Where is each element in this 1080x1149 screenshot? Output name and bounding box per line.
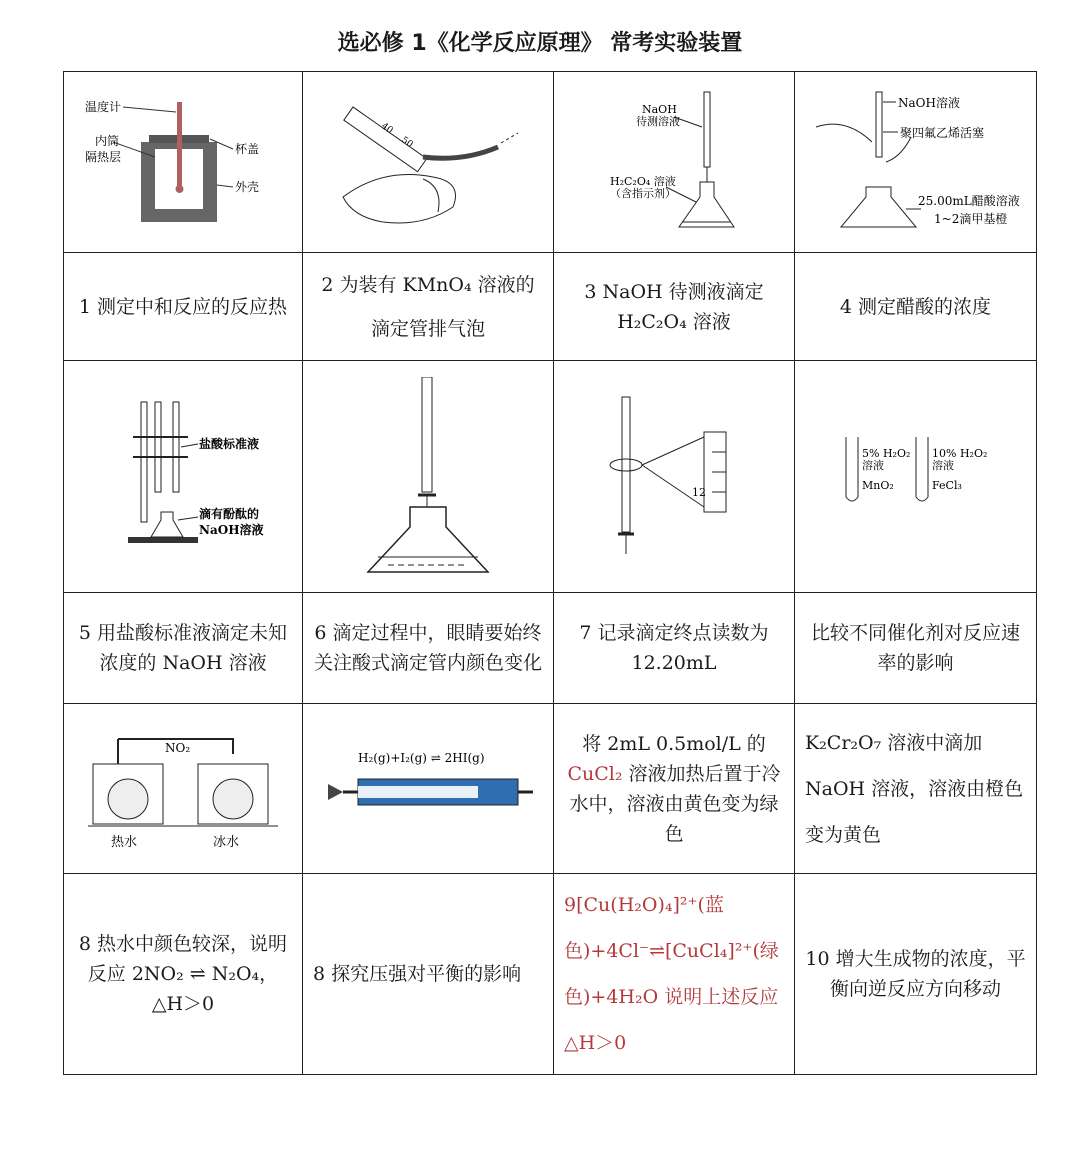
caption-10: K₂Cr₂O₇ 溶液中滴加 NaOH 溶液，溶液由橙色变为黄色: [795, 704, 1037, 874]
table-row: [64, 72, 1037, 253]
svg-text:隔热层: 隔热层: [85, 150, 122, 164]
table-row: [64, 253, 1037, 361]
figure-no2-beakers: [64, 704, 303, 874]
caption-14: 10 增大生成物的浓度，平衡向逆反应方向移动: [795, 874, 1037, 1075]
svg-text:H₂(g)+I₂(g) ⇌ 2HI(g): H₂(g)+I₂(g) ⇌ 2HI(g): [358, 750, 485, 765]
svg-text:盐酸标准液: 盐酸标准液: [199, 436, 260, 451]
svg-text:NaOH: NaOH: [642, 103, 677, 116]
svg-text:冰水: 冰水: [213, 834, 240, 850]
page-title: 选必修 1《化学反应原理》 常考实验装置: [337, 31, 743, 56]
two-test-tubes-diagram: [826, 427, 1006, 527]
figure-calorimeter: [64, 72, 303, 253]
svg-text:内筒: 内筒: [95, 134, 120, 148]
acetic-titration-diagram: [806, 87, 1026, 237]
caption-3: 3 NaOH 待测液滴定 H₂C₂O₄ 溶液: [554, 253, 795, 361]
caption-6: 6 滴定过程中，眼睛要始终关注酸式滴定管内颜色变化: [303, 593, 554, 704]
svg-text:FeCl₃: FeCl₃: [931, 478, 962, 492]
caption-8: 比较不同催化剂对反应速率的影响: [795, 593, 1037, 704]
table-row: [64, 593, 1037, 704]
svg-text:溶液: 溶液: [931, 458, 954, 472]
table-row: [64, 361, 1037, 593]
svg-text:NO₂: NO₂: [165, 740, 191, 755]
svg-text:10% H₂O₂: 10% H₂O₂: [931, 446, 987, 460]
svg-text:温度计: 温度计: [85, 100, 122, 114]
titration-flask-diagram: [574, 87, 774, 237]
svg-text:25.00mL醋酸溶液: 25.00mL醋酸溶液: [917, 194, 1020, 208]
burette-hand-diagram: [323, 87, 533, 237]
svg-text:热水: 热水: [111, 834, 138, 850]
svg-text:待测溶液: 待测溶液: [636, 115, 680, 128]
svg-text:1~2滴甲基橙: 1~2滴甲基橙: [933, 212, 1007, 226]
svg-text:滴有酚酞的: 滴有酚酞的: [199, 506, 260, 521]
two-burette-stand-diagram: [73, 392, 293, 562]
caption-2: 2 为装有 KMnO₄ 溶液的滴定管排气泡: [303, 253, 554, 361]
figure-burette-reading: [554, 361, 795, 593]
svg-text:溶液: 溶液: [861, 458, 884, 472]
caption-11: 8 热水中颜色较深，说明反应 2NO₂ ⇌ N₂O₄，△H＞0: [64, 874, 303, 1075]
burette-over-flask-diagram: [348, 377, 508, 577]
caption-7: 7 记录滴定终点读数为 12.20mL: [554, 593, 795, 704]
figure-catalyst-tubes: [795, 361, 1037, 593]
figure-syringe: [303, 704, 554, 874]
caption-5: 5 用盐酸标准液滴定未知浓度的 NaOH 溶液: [64, 593, 303, 704]
calorimeter-diagram: [83, 87, 283, 237]
table-row: [64, 704, 1037, 874]
experiment-table: [63, 71, 1037, 1075]
figure-hcl-titration: [64, 361, 303, 593]
table-row: [64, 874, 1037, 1075]
caption-13: 9[Cu(H₂O)₄]²⁺(蓝色)+4Cl⁻⇌[CuCl₄]²⁺(绿色)+4H₂O 说明上述反应△H＞0: [554, 874, 795, 1075]
caption-12: 8 探究压强对平衡的影响: [303, 874, 554, 1075]
svg-text:5% H₂O₂: 5% H₂O₂: [861, 446, 910, 460]
figure-acetic-acid: [795, 72, 1037, 253]
figure-burette-flask: [303, 361, 554, 593]
svg-text:NaOH溶液: NaOH溶液: [199, 522, 264, 537]
burette-reading-diagram: [584, 392, 764, 562]
no2-flasks-diagram: [83, 724, 283, 854]
svg-text:50: 50: [399, 135, 415, 151]
svg-text:40: 40: [379, 121, 395, 137]
caption-9: 将 2mL 0.5mol/L 的 CuCl₂ 溶液加热后置于冷水中，溶液由黄色变为绿色: [554, 704, 795, 874]
svg-text:H₂C₂O₄ 溶液: H₂C₂O₄ 溶液: [610, 175, 676, 188]
svg-text:12: 12: [692, 485, 706, 499]
svg-text:聚四氟乙烯活塞: 聚四氟乙烯活塞: [899, 126, 984, 140]
svg-text:NaOH溶液: NaOH溶液: [897, 96, 960, 110]
svg-text:外壳: 外壳: [235, 180, 260, 194]
caption-4: 4 测定醋酸的浓度: [795, 253, 1037, 361]
caption-1: 1 测定中和反应的反应热: [64, 253, 303, 361]
svg-text:MnO₂: MnO₂: [861, 478, 894, 492]
figure-burette-bubbles: [303, 72, 554, 253]
svg-text:杯盖: 杯盖: [235, 142, 260, 156]
figure-naoh-titration: [554, 72, 795, 253]
svg-text:（含指示剂）: （含指示剂）: [610, 187, 676, 200]
syringe-diagram: [318, 744, 538, 834]
